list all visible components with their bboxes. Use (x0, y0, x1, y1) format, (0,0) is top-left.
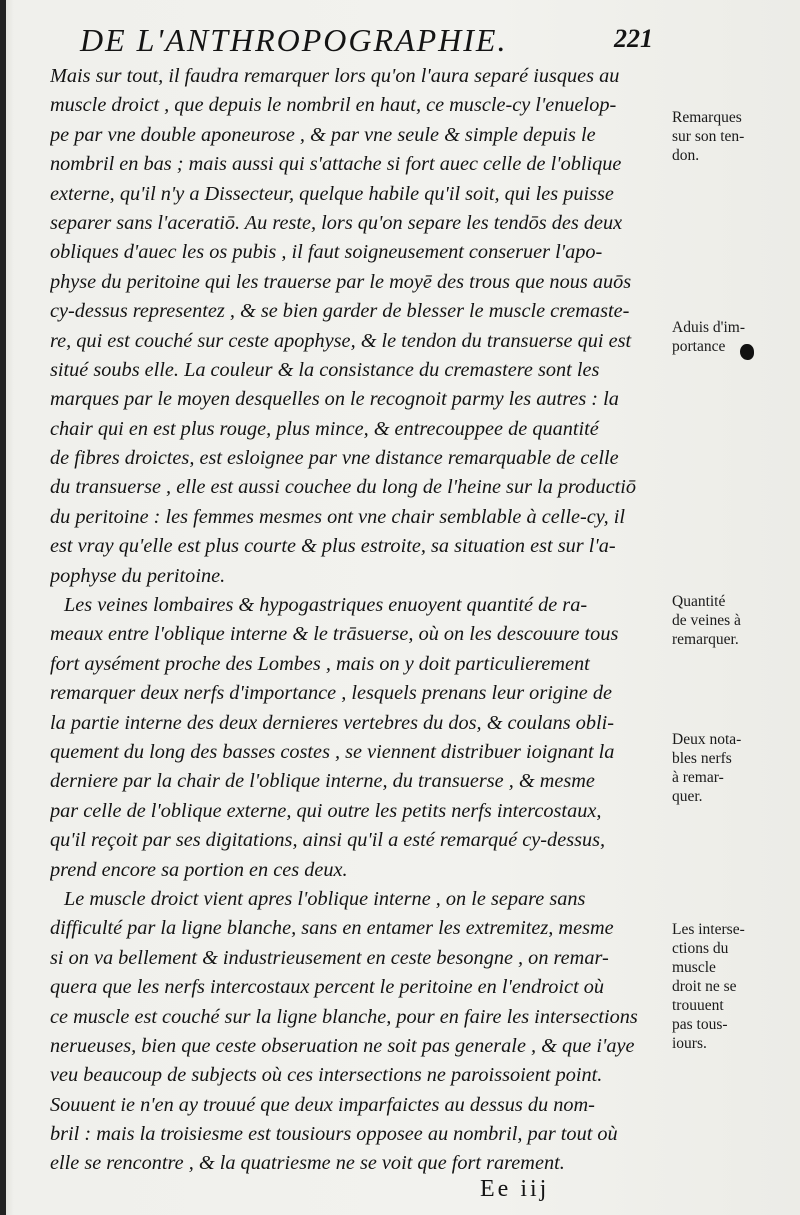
text-line: si on va bellement & industrieusement en ceste besongne , on remar- (50, 946, 609, 969)
text-line: externe, qu'il n'y a Dissecteur, quelque habile qu'il soit, qui les puisse (50, 182, 614, 205)
text-line: bril : mais la troisiesme est tousiours opposee au nombril, par tout où (50, 1123, 618, 1146)
text-line: Les veines lombaires & hypogastriques enuoyent quantité de ra- (64, 594, 588, 617)
note-line: Les interse- (672, 921, 745, 938)
page-number: 221 (614, 24, 653, 53)
paragraph-1 (50, 62, 674, 591)
running-head: DE L'ANTHROPOGRAPHIE. (80, 22, 508, 58)
text-line: separer sans l'aceratiō. Au reste, lors qu'on separe les tendōs des deux (50, 211, 623, 234)
text-line: est vray qu'elle est plus courte & plus estroite, sa situation est sur l'a- (50, 535, 616, 558)
text-line: Mais sur tout, il faudra remarquer lors qu'on l'aura separé iusques au (50, 65, 620, 87)
note-line: don. (672, 147, 700, 164)
text-line: obliques d'auec les os pubis , il faut soigneusement conseruer l'apo- (50, 241, 603, 264)
text-line: derniere par la chair de l'oblique interne, du transuerse , & mesme (50, 770, 595, 793)
text-line: veu beaucoup de subjects où ces intersections ne paroissoient point. (50, 1064, 603, 1087)
note-line: Remarques (672, 109, 742, 126)
text-line: cy-dessus representez , & se bien garder de blesser le muscle cremaste- (50, 300, 630, 323)
text-line: du peritoine : les femmes mesmes ont vne chair semblable à celle-cy, il (50, 505, 626, 528)
page-gutter-shadow (0, 0, 6, 1215)
text-line: pe par vne double aponeurose , & par vne seule & simple depuis le (50, 123, 596, 146)
text-line: remarquer deux nerfs d'importance , lesquels prenans leur origine de (50, 682, 612, 705)
note-line: Aduis d'im- (672, 319, 745, 336)
margin-note-3 (672, 592, 796, 649)
text-line: marques par le moyen desquelles on le recognoit parmy les autres : la (50, 388, 619, 411)
note-line: pas tous- (672, 1016, 728, 1033)
margin-note-2 (672, 318, 796, 356)
text-line: du transuerse , elle est aussi couchee du long de l'heine sur la productiō (50, 476, 637, 499)
note-line: iours. (672, 1035, 707, 1052)
note-line: de veines à (672, 612, 741, 629)
note-line: ctions du (672, 940, 729, 957)
text-line: Souuent ie n'en ay trouué que deux imparfaictes au dessus du nom- (50, 1093, 595, 1116)
ink-blot (740, 344, 754, 360)
text-line: prend encore sa portion en ces deux. (50, 858, 348, 881)
text-line: quera que les nerfs intercostaux percent le peritoine en l'endroict où (50, 976, 605, 999)
note-line: Deux nota- (672, 731, 742, 748)
note-line: quer. (672, 788, 703, 805)
margin-note-4 (672, 730, 796, 806)
note-line: à remar- (672, 769, 724, 786)
body-text (50, 62, 674, 1179)
margin-note-5 (672, 920, 796, 1053)
text-line: Le muscle droict vient apres l'oblique interne , on le separe sans (64, 887, 586, 910)
note-line: Quantité (672, 593, 726, 610)
text-line: difficulté par la ligne blanche, sans en entamer les extremitez, mesme (50, 917, 614, 940)
note-line: droit ne se (672, 978, 737, 995)
text-line: de fibres droictes, est esloignee par vne distance remarquable de celle (50, 447, 619, 470)
text-line: qu'il reçoit par ses digitations, ainsi qu'il a esté remarqué cy-dessus, (50, 829, 606, 852)
note-line: bles nerfs (672, 750, 732, 767)
text-line: pophyse du peritoine. (50, 564, 226, 587)
text-line: muscle droict , que depuis le nombril en haut, ce muscle-cy l'enuelop- (50, 94, 617, 117)
text-line: la partie interne des deux dernieres vertebres du dos, & coulans obli- (50, 711, 615, 734)
text-line: quement du long des basses costes , se viennent distribuer ioignant la (50, 740, 615, 763)
paragraph-3 (50, 885, 674, 1179)
text-line: situé soubs elle. La couleur & la consistance du cremastere sont les (50, 358, 600, 381)
text-line: nerueuses, bien que ceste obseruation ne soit pas generale , & que i'aye (50, 1034, 635, 1057)
text-line: re, qui est couché sur ceste apophyse, & le tendon du transuerse qui est (50, 329, 632, 352)
signature-mark: Ee iij (480, 1176, 550, 1202)
note-line: sur son ten- (672, 128, 745, 145)
text-line: elle se rencontre , & la quatriesme ne se voit que fort rarement. (50, 1152, 565, 1175)
text-line: chair qui en est plus rouge, plus mince, & entrecouppee de quantité (50, 417, 599, 440)
text-line: physe du peritoine qui les trauerse par le moyē des trous que nous auōs (50, 270, 632, 293)
note-line: remarquer. (672, 631, 739, 648)
note-line: portance (672, 338, 726, 355)
paragraph-2 (50, 591, 674, 885)
note-line: trouuent (672, 997, 724, 1014)
text-line: par celle de l'oblique externe, qui outre les petits nerfs intercostaux, (50, 799, 602, 822)
text-line: fort aysément proche des Lombes , mais on y doit particulierement (50, 652, 590, 675)
text-line: nombril en bas ; mais aussi qui s'attache si fort auec celle de l'oblique (50, 153, 622, 176)
note-line: muscle (672, 959, 716, 976)
margin-note-1 (672, 108, 796, 165)
text-line: meaux entre l'oblique interne & le trāsuerse, où on les descouure tous (50, 623, 619, 646)
text-line: ce muscle est couché sur la ligne blanche, pour en faire les intersections (50, 1005, 638, 1028)
